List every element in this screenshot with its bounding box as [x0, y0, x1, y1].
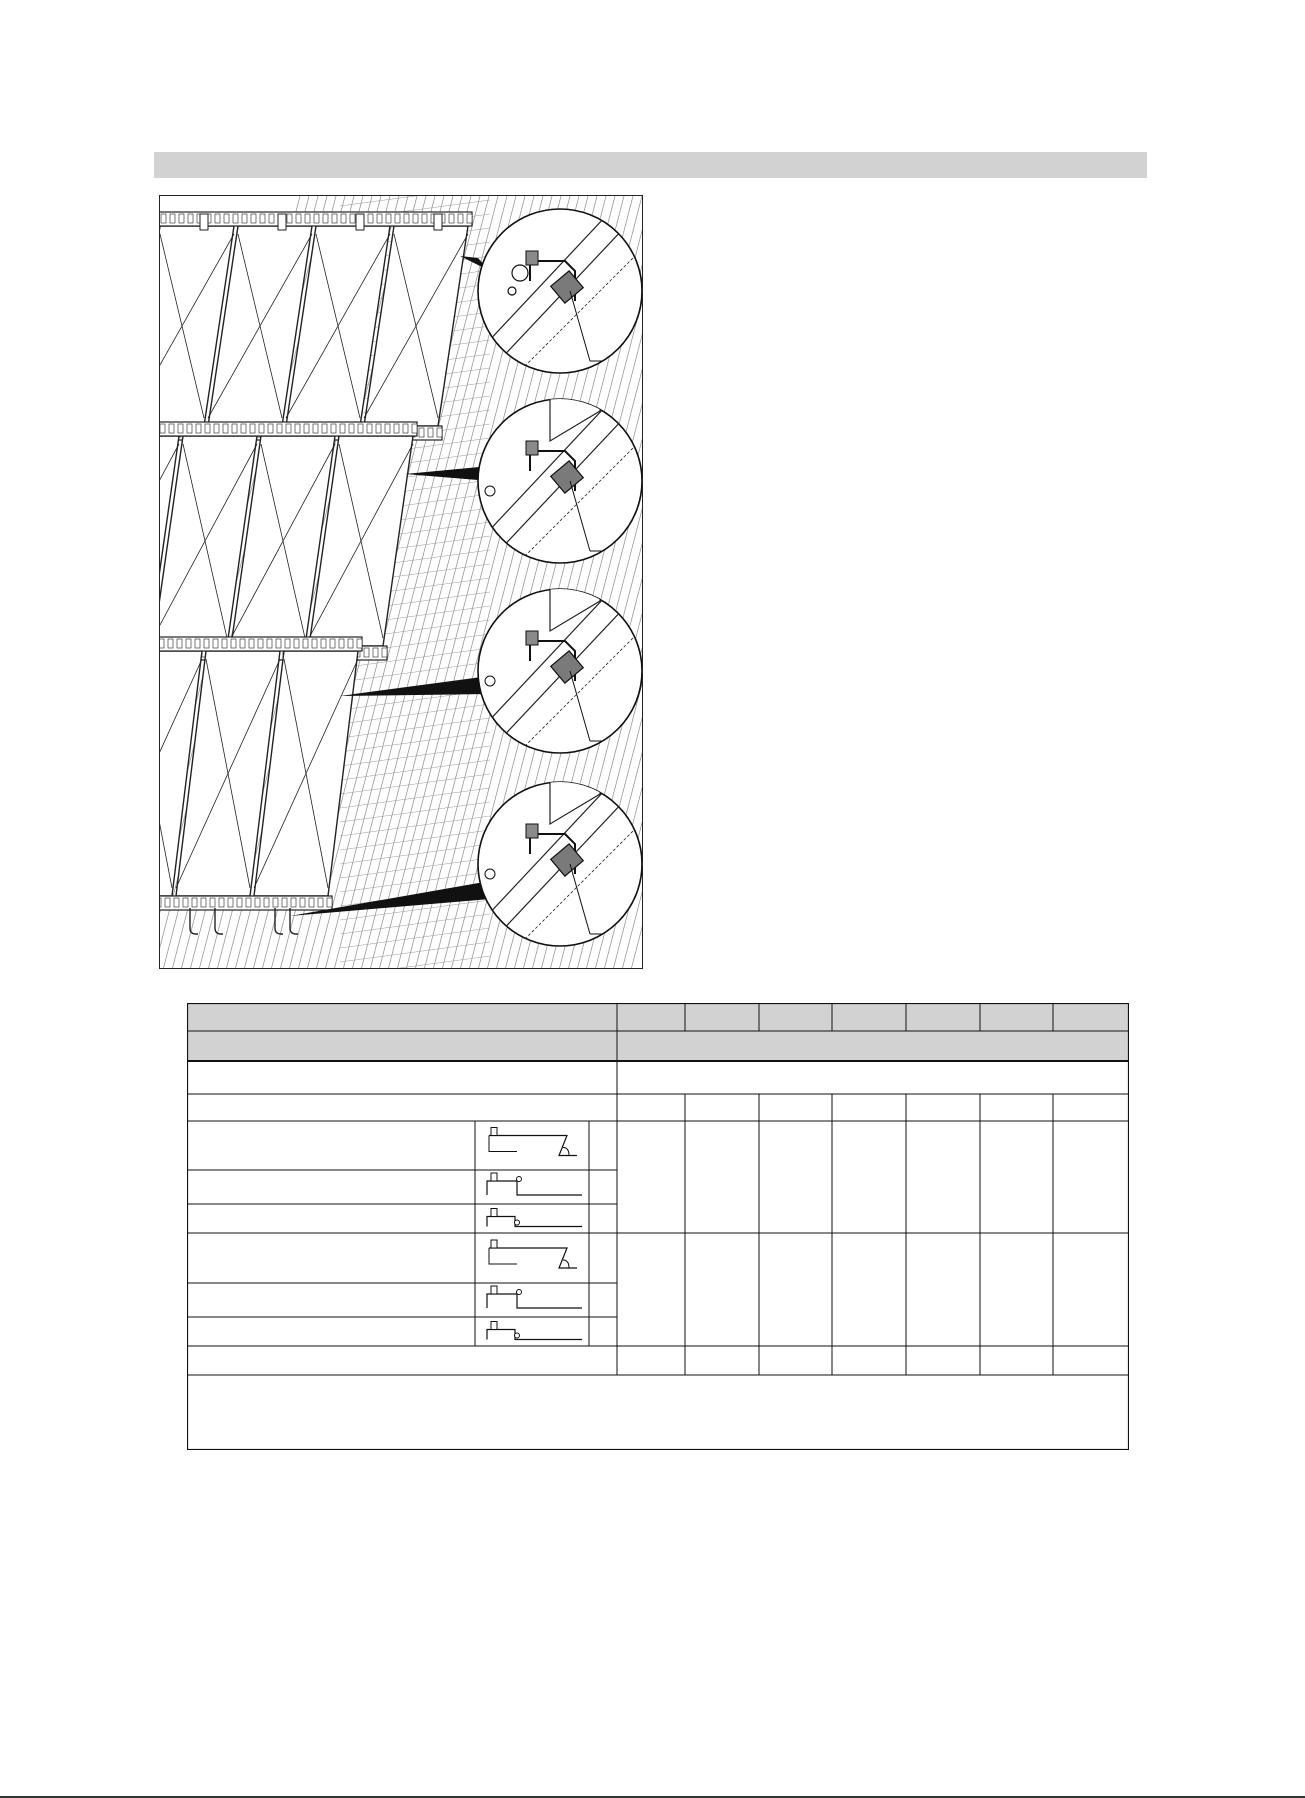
flat-profile-icon: [487, 1322, 582, 1340]
roof-hook: [215, 908, 223, 934]
spec-table-grid: [187, 1003, 1129, 1450]
installation-figure: [159, 195, 643, 969]
table-subheader-row: [187, 1031, 1129, 1061]
roof-hook: [200, 214, 208, 230]
flat-profile-icon: [487, 1209, 582, 1227]
roof-collector-array-drawing: [160, 196, 643, 969]
stepped-profile-icon: [487, 1286, 582, 1308]
flat-tile-profile-icon: [489, 1128, 577, 1156]
manifold-strip: [160, 637, 362, 651]
roof-hook: [290, 908, 298, 934]
roof-hook: [278, 214, 286, 230]
manifold-strip: [160, 422, 417, 436]
roof-hook: [356, 214, 364, 230]
table-border: [188, 1004, 1129, 1450]
manifold-strip: [160, 896, 332, 910]
flat-tile-profile-icon: [489, 1240, 577, 1268]
table-header-row: [187, 1003, 1129, 1031]
stepped-profile-icon: [487, 1173, 582, 1195]
specification-table: [187, 1003, 1129, 1450]
section-header-bar: [154, 152, 1147, 178]
roof-hook: [434, 214, 442, 230]
roof-hook: [275, 908, 283, 934]
